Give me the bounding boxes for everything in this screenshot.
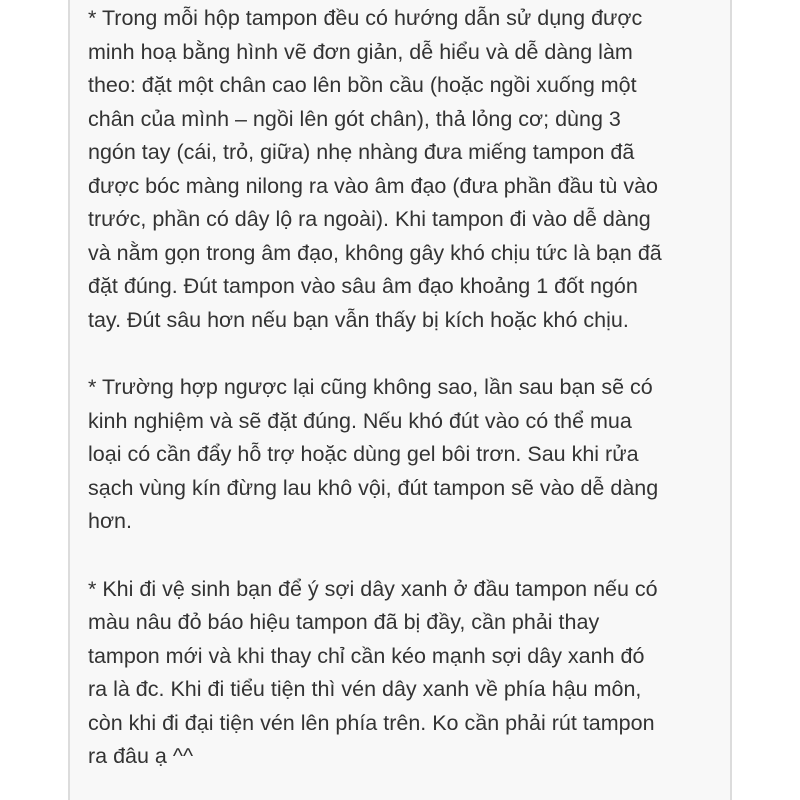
text-line: sạch vùng kín đừng lau khô vội, đút tampon sẽ vào dễ dàng — [88, 475, 659, 500]
paragraph-hygiene — [88, 573, 720, 774]
text-line: màu nâu đỏ báo hiệu tampon đã bị đầy, cần phải thay — [88, 610, 600, 634]
text-line: * Trong mỗi hộp tampon đều có hướng dẫn sử dụng được — [88, 6, 643, 30]
text-line: * Khi đi vệ sinh bạn để ý sợi dây xanh ở đầu tampon nếu có — [88, 576, 658, 601]
text-line: chân của mình – ngồi lên gót chân), thả lỏng cơ; dùng 3 — [88, 106, 621, 131]
text-line: ra đâu ạ ^^ — [88, 744, 194, 768]
text-line: còn khi đi đại tiện vén lên phía trên. Ko cần phải rút tampon — [88, 710, 655, 735]
text-line: đặt đúng. Đút tampon vào sâu âm đạo khoảng 1 đốt ngón — [88, 274, 638, 298]
text-line: ra là đc. Khi đi tiểu tiện thì vén dây xanh về phía hậu môn, — [88, 677, 642, 701]
text-line: và nằm gọn trong âm đạo, không gây khó chịu tức là bạn đã — [88, 240, 662, 265]
text-line: minh hoạ bằng hình vẽ đơn giản, dễ hiểu và dễ dàng làm — [88, 39, 633, 64]
text-line: trước, phần có dây lộ ra ngoài). Khi tampon đi vào dễ dàng — [88, 207, 651, 231]
text-line: * Trường hợp ngược lại cũng không sao, lần sau bạn sẽ có — [88, 375, 653, 399]
article-text — [88, 2, 720, 800]
text-line: theo: đặt một chân cao lên bồn cầu (hoặc ngồi xuống một — [88, 73, 637, 97]
text-line: ngón tay (cái, trỏ, giữa) nhẹ nhàng đưa miếng tampon đã — [88, 140, 635, 164]
text-line: hơn. — [88, 509, 132, 533]
paragraph-otherwise — [88, 371, 720, 539]
text-line: tay. Đút sâu hơn nếu bạn vẫn thấy bị kích hoặc khó chịu. — [88, 307, 629, 332]
paragraph-instructions — [88, 2, 720, 337]
text-line: tampon mới và khi thay chỉ cần kéo mạnh sợi dây xanh đó — [88, 643, 645, 668]
text-line: kinh nghiệm và sẽ đặt đúng. Nếu khó đút vào có thể mua — [88, 408, 632, 433]
text-line: loại có cần đẩy hỗ trợ hoặc dùng gel bôi trơn. Sau khi rửa — [88, 442, 639, 466]
text-line: được bóc màng nilong ra vào âm đạo (đưa phần đầu tù vào — [88, 173, 658, 198]
